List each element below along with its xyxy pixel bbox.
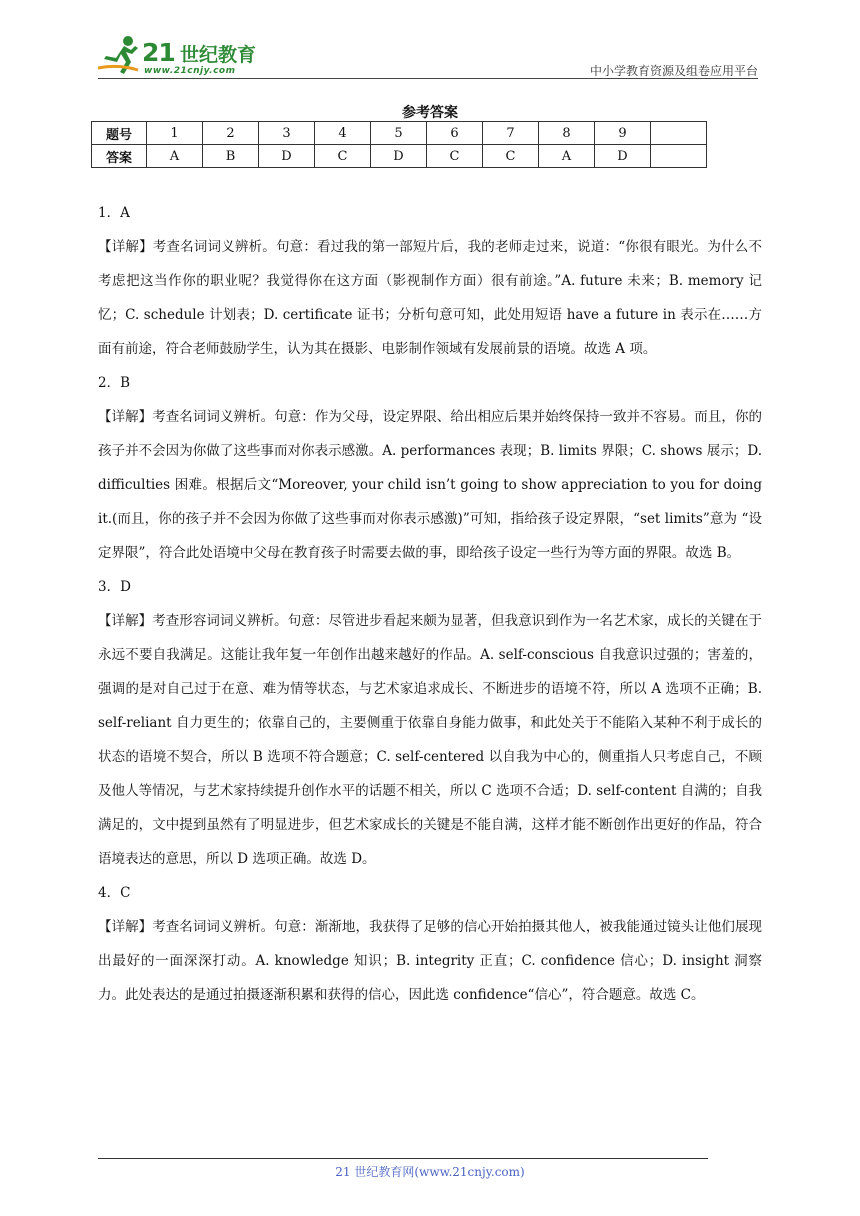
page-header [98, 34, 758, 78]
explanation-paragraph: 【详解】考查名词词义辨析。句意：渐渐地，我获得了足够的信心开始拍摄其他人，被我能通过镜头让他们展现出最好的一面深深打动。A. knowledge 知识；B. integrity 正直；C. confidence 信心；D. insight 洞察力。此处表达的是通过拍摄逐渐积累和获得的信心，因此选 confidence“信心”，符合题意。故选 C。 [98, 919, 762, 1003]
answer-table [91, 121, 707, 168]
explanation-body [98, 196, 762, 1012]
table-row [92, 145, 707, 168]
table-cell [651, 145, 707, 168]
platform-name: 中小学教育资源及组卷应用平台 [589, 64, 758, 78]
table-cell: 1 [147, 122, 203, 145]
table-cell: B [203, 145, 259, 168]
table-cell: 3 [259, 122, 315, 145]
table-cell: 4 [315, 122, 371, 145]
table-cell: 9 [595, 122, 651, 145]
table-cell: C [483, 145, 539, 168]
table-cell: D [371, 145, 427, 168]
row-label-answer: 答案 [92, 145, 147, 168]
answer-heading: 3．D [98, 579, 131, 595]
table-cell: 5 [371, 122, 427, 145]
runner-icon [98, 34, 142, 76]
site-logo[interactable] [98, 34, 268, 78]
answer-heading: 4．C [98, 885, 131, 901]
footer-link[interactable]: 21 世纪教育网(www.21cnjy.com) [335, 1165, 525, 1179]
table-cell: A [539, 145, 595, 168]
table-cell: 8 [539, 122, 595, 145]
table-cell: D [595, 145, 651, 168]
table-cell: D [259, 145, 315, 168]
footer-divider [98, 1158, 708, 1159]
logo-text: 世纪教育 [180, 44, 257, 66]
answer-heading: 1．A [98, 205, 130, 221]
table-cell [651, 122, 707, 145]
logo-number: 21 [142, 38, 175, 67]
table-cell: C [427, 145, 483, 168]
table-cell: 7 [483, 122, 539, 145]
header-divider [98, 78, 758, 79]
explanation-paragraph: 【详解】考查名词词义辨析。句意：作为父母，设定界限、给出相应后果并始终保持一致并不容易。而且，你的孩子并不会因为你做了这些事而对你表示感激。A. performances 表现；B. limits 界限；C. shows 展示；D. difficulties 困难。根据后文“Moreover, your child isn’t going to show appreciation to you for doing it.(而且，你的孩子并不会因为你做了这些事而对你表示感激)”可知，指给孩子设定界限，“set limits”意为 “设定界限”，符合此处语境中父母在教育孩子时需要去做的事，即给孩子设定一些行为等方面的界限。故选 B。 [98, 409, 762, 561]
row-label-number: 题号 [92, 122, 147, 145]
table-cell: C [315, 145, 371, 168]
table-row [92, 122, 707, 145]
table-cell: 6 [427, 122, 483, 145]
explanation-paragraph: 【详解】考查形容词词义辨析。句意：尽管进步看起来颇为显著，但我意识到作为一名艺术家，成长的关键在于永远不要自我满足。这能让我年复一年创作出越来越好的作品。A. self-conscious 自我意识过强的；害羞的，强调的是对自己过于在意、难为情等状态，与艺术家追求成长、不断进步的语境不符，所以 A 选项不正确；B. self-reliant 自力更生的；依靠自己的，主要侧重于依靠自身能力做事，和此处关于不能陷入某种不利于成长的状态的语境不契合，所以 B 选项不符合题意；C. self-centered 以自我为中心的，侧重指人只考虑自己，不顾及他人等情况，与艺术家持续提升创作水平的话题不相关，所以 C 选项不合适；D. self-content 自满的；自我满足的，文中提到虽然有了明显进步，但艺术家成长的关键是不能自满，这样才能不断创作出更好的作品，符合语境表达的意思，所以 D 选项正确。故选 D。 [98, 613, 762, 867]
explanation-paragraph: 【详解】考查名词词义辨析。句意：看过我的第一部短片后，我的老师走过来，说道：“你很有眼光。为什么不考虑把这当作你的职业呢？我觉得你在这方面（影视制作方面）很有前途。”A. future 未来；B. memory 记忆；C. schedule 计划表；D. certificate 证书；分析句意可知，此处用短语 have a future in 表示在……方面有前途，符合老师鼓励学生，认为其在摄影、电影制作领域有发展前景的语境。故选 A 项。 [98, 239, 762, 357]
logo-url: www.21cnjy.com [144, 66, 236, 76]
table-cell: 2 [203, 122, 259, 145]
page-title: 参考答案 [402, 105, 458, 121]
answer-heading: 2．B [98, 375, 131, 391]
table-cell: A [147, 145, 203, 168]
